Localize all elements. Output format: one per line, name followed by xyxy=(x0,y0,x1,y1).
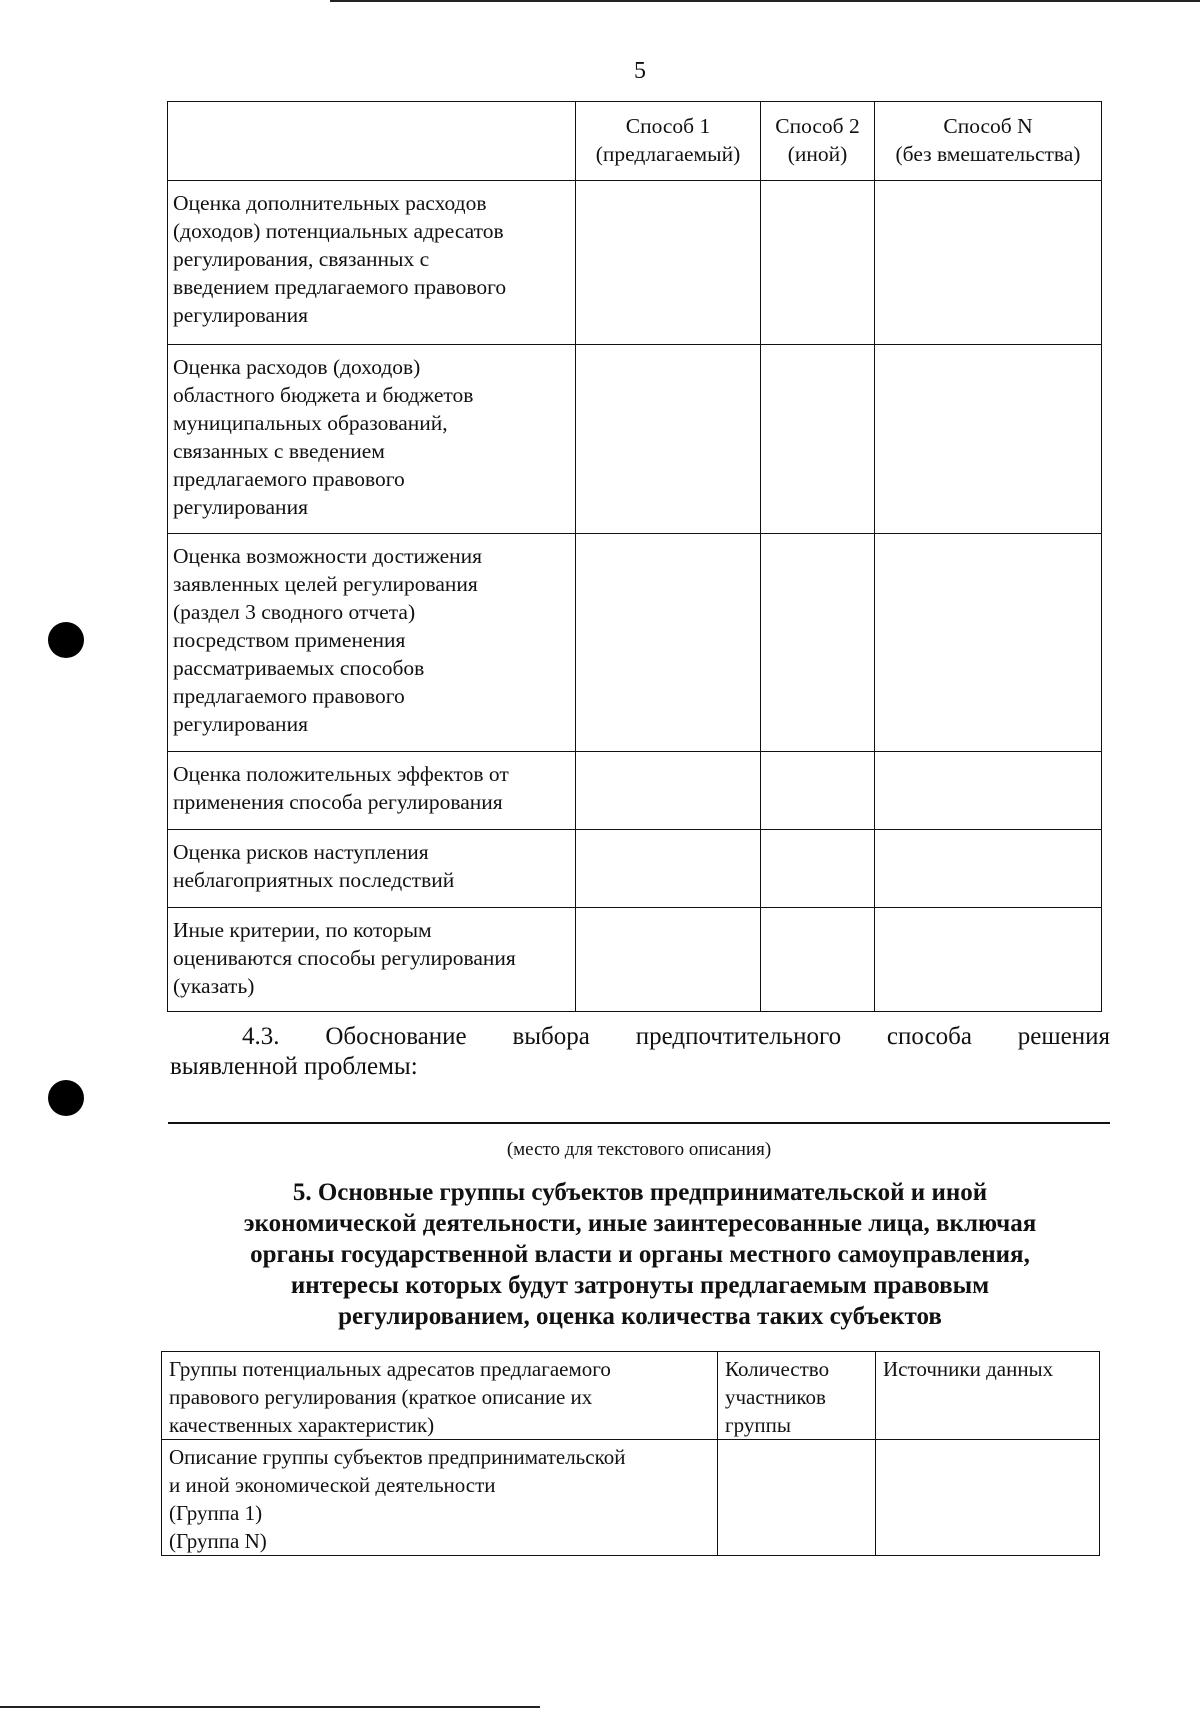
header-cell-count xyxy=(718,1352,876,1440)
method-1-cell xyxy=(576,908,761,1012)
table-row xyxy=(168,345,1102,534)
criterion-text: Оценка рисков наступления неблагоприятных последствий xyxy=(173,840,455,892)
method-n-cell xyxy=(875,181,1102,345)
scan-edge-bottom xyxy=(0,1706,540,1708)
header-cell-groups xyxy=(162,1352,718,1440)
section-4-3-line-1 xyxy=(170,1022,1110,1052)
group-description-cell xyxy=(162,1440,718,1556)
method-2-cell xyxy=(761,752,875,830)
method-2-cell xyxy=(761,830,875,908)
header-cell-method-2 xyxy=(761,102,875,181)
methods-comparison-table xyxy=(167,101,1102,1012)
method-n-cell xyxy=(875,830,1102,908)
header-sources-label: Источники данных xyxy=(883,1357,1054,1381)
method-1-cell xyxy=(576,345,761,534)
table-row xyxy=(168,181,1102,345)
table-row xyxy=(168,830,1102,908)
section-4-3 xyxy=(170,1022,1110,1082)
section-4-3-word: выбора xyxy=(512,1023,590,1050)
method-2-cell xyxy=(761,345,875,534)
scan-edge-top xyxy=(330,0,1200,2)
criterion-text: Оценка дополнительных расходов (доходов) потенциальных адресатов регулирования, связанных с введением предлагаемого правового регулирования xyxy=(173,191,507,327)
header-cell-method-n xyxy=(875,102,1102,181)
subject-groups-table xyxy=(161,1351,1100,1556)
answer-caption: (место для текстового описания) xyxy=(506,1139,772,1160)
group-sources-cell xyxy=(876,1440,1100,1556)
method-2-cell xyxy=(761,534,875,752)
table-row xyxy=(168,908,1102,1012)
criterion-cell xyxy=(168,534,576,752)
page-number: 5 xyxy=(634,58,646,84)
method-1-cell xyxy=(576,181,761,345)
criterion-cell xyxy=(168,181,576,345)
section-4-3-line-2: выявленной проблемы: xyxy=(170,1053,418,1080)
group-description-text: Описание группы субъектов предпринимательской и иной экономической деятельности (Группа 1) (Группа N) xyxy=(169,1445,626,1553)
answer-line xyxy=(168,1122,1110,1124)
criterion-cell xyxy=(168,752,576,830)
method-n-cell xyxy=(875,908,1102,1012)
method-1-cell xyxy=(576,752,761,830)
section-4-3-word: решения xyxy=(1017,1023,1110,1050)
criterion-text: Оценка положительных эффектов от применения способа регулирования xyxy=(173,762,509,814)
method-n-cell xyxy=(875,752,1102,830)
criterion-text: Оценка возможности достижения заявленных целей регулирования (раздел 3 сводного отчета) посредством применения рассматриваемых способов предлагаемого правового регулирования xyxy=(173,544,483,736)
table-header-row xyxy=(162,1352,1100,1440)
criterion-cell xyxy=(168,830,576,908)
section-4-3-word: предпочтительного xyxy=(635,1023,842,1050)
header-method-1-label: Способ 1 (предлагаемый) xyxy=(595,114,741,166)
header-cell-sources xyxy=(876,1352,1100,1440)
method-2-cell xyxy=(761,181,875,345)
header-count-label: Количество участников группы xyxy=(725,1357,830,1437)
section-5-heading xyxy=(170,1177,1110,1332)
method-1-cell xyxy=(576,830,761,908)
section-5-title: 5. Основные группы субъектов предпринимательской и иной экономической деятельности, иные заинтересованные лица, включая органы государственной власти и органы местного самоуправления, интересы которых будут затронуты предлагаемым правовым регулированием, оценка количества таких субъектов xyxy=(243,1179,1037,1330)
group-count-cell xyxy=(718,1440,876,1556)
section-4-3-word: 4.3. xyxy=(242,1023,280,1050)
table-row xyxy=(168,534,1102,752)
table-row xyxy=(162,1440,1100,1556)
section-4-3-answer xyxy=(168,1092,1110,1120)
method-n-cell xyxy=(875,345,1102,534)
criterion-text: Иные критерии, по которым оцениваются способы регулирования (указать) xyxy=(173,918,516,998)
method-2-cell xyxy=(761,908,875,1012)
section-4-3-word: Обоснование xyxy=(325,1023,467,1050)
criterion-cell xyxy=(168,345,576,534)
header-groups-label: Группы потенциальных адресатов предлагаемого правового регулирования (краткое описание их качественных характеристик) xyxy=(169,1357,611,1437)
criterion-text: Оценка расходов (доходов) областного бюджета и бюджетов муниципальных образований, связанных с введением предлагаемого правового регулирования xyxy=(173,355,474,519)
criterion-cell xyxy=(168,908,576,1012)
section-4-3-word: способа xyxy=(886,1023,972,1050)
punch-hole-top xyxy=(48,622,84,658)
method-1-cell xyxy=(576,534,761,752)
header-method-n-label: Способ N (без вмешательства) xyxy=(895,114,1081,166)
table-row xyxy=(168,752,1102,830)
punch-hole-bottom xyxy=(48,1080,84,1116)
table-header-row xyxy=(168,102,1102,181)
header-cell-criteria xyxy=(168,102,576,181)
method-n-cell xyxy=(875,534,1102,752)
header-method-2-label: Способ 2 (иной) xyxy=(775,114,860,166)
header-cell-method-1 xyxy=(576,102,761,181)
